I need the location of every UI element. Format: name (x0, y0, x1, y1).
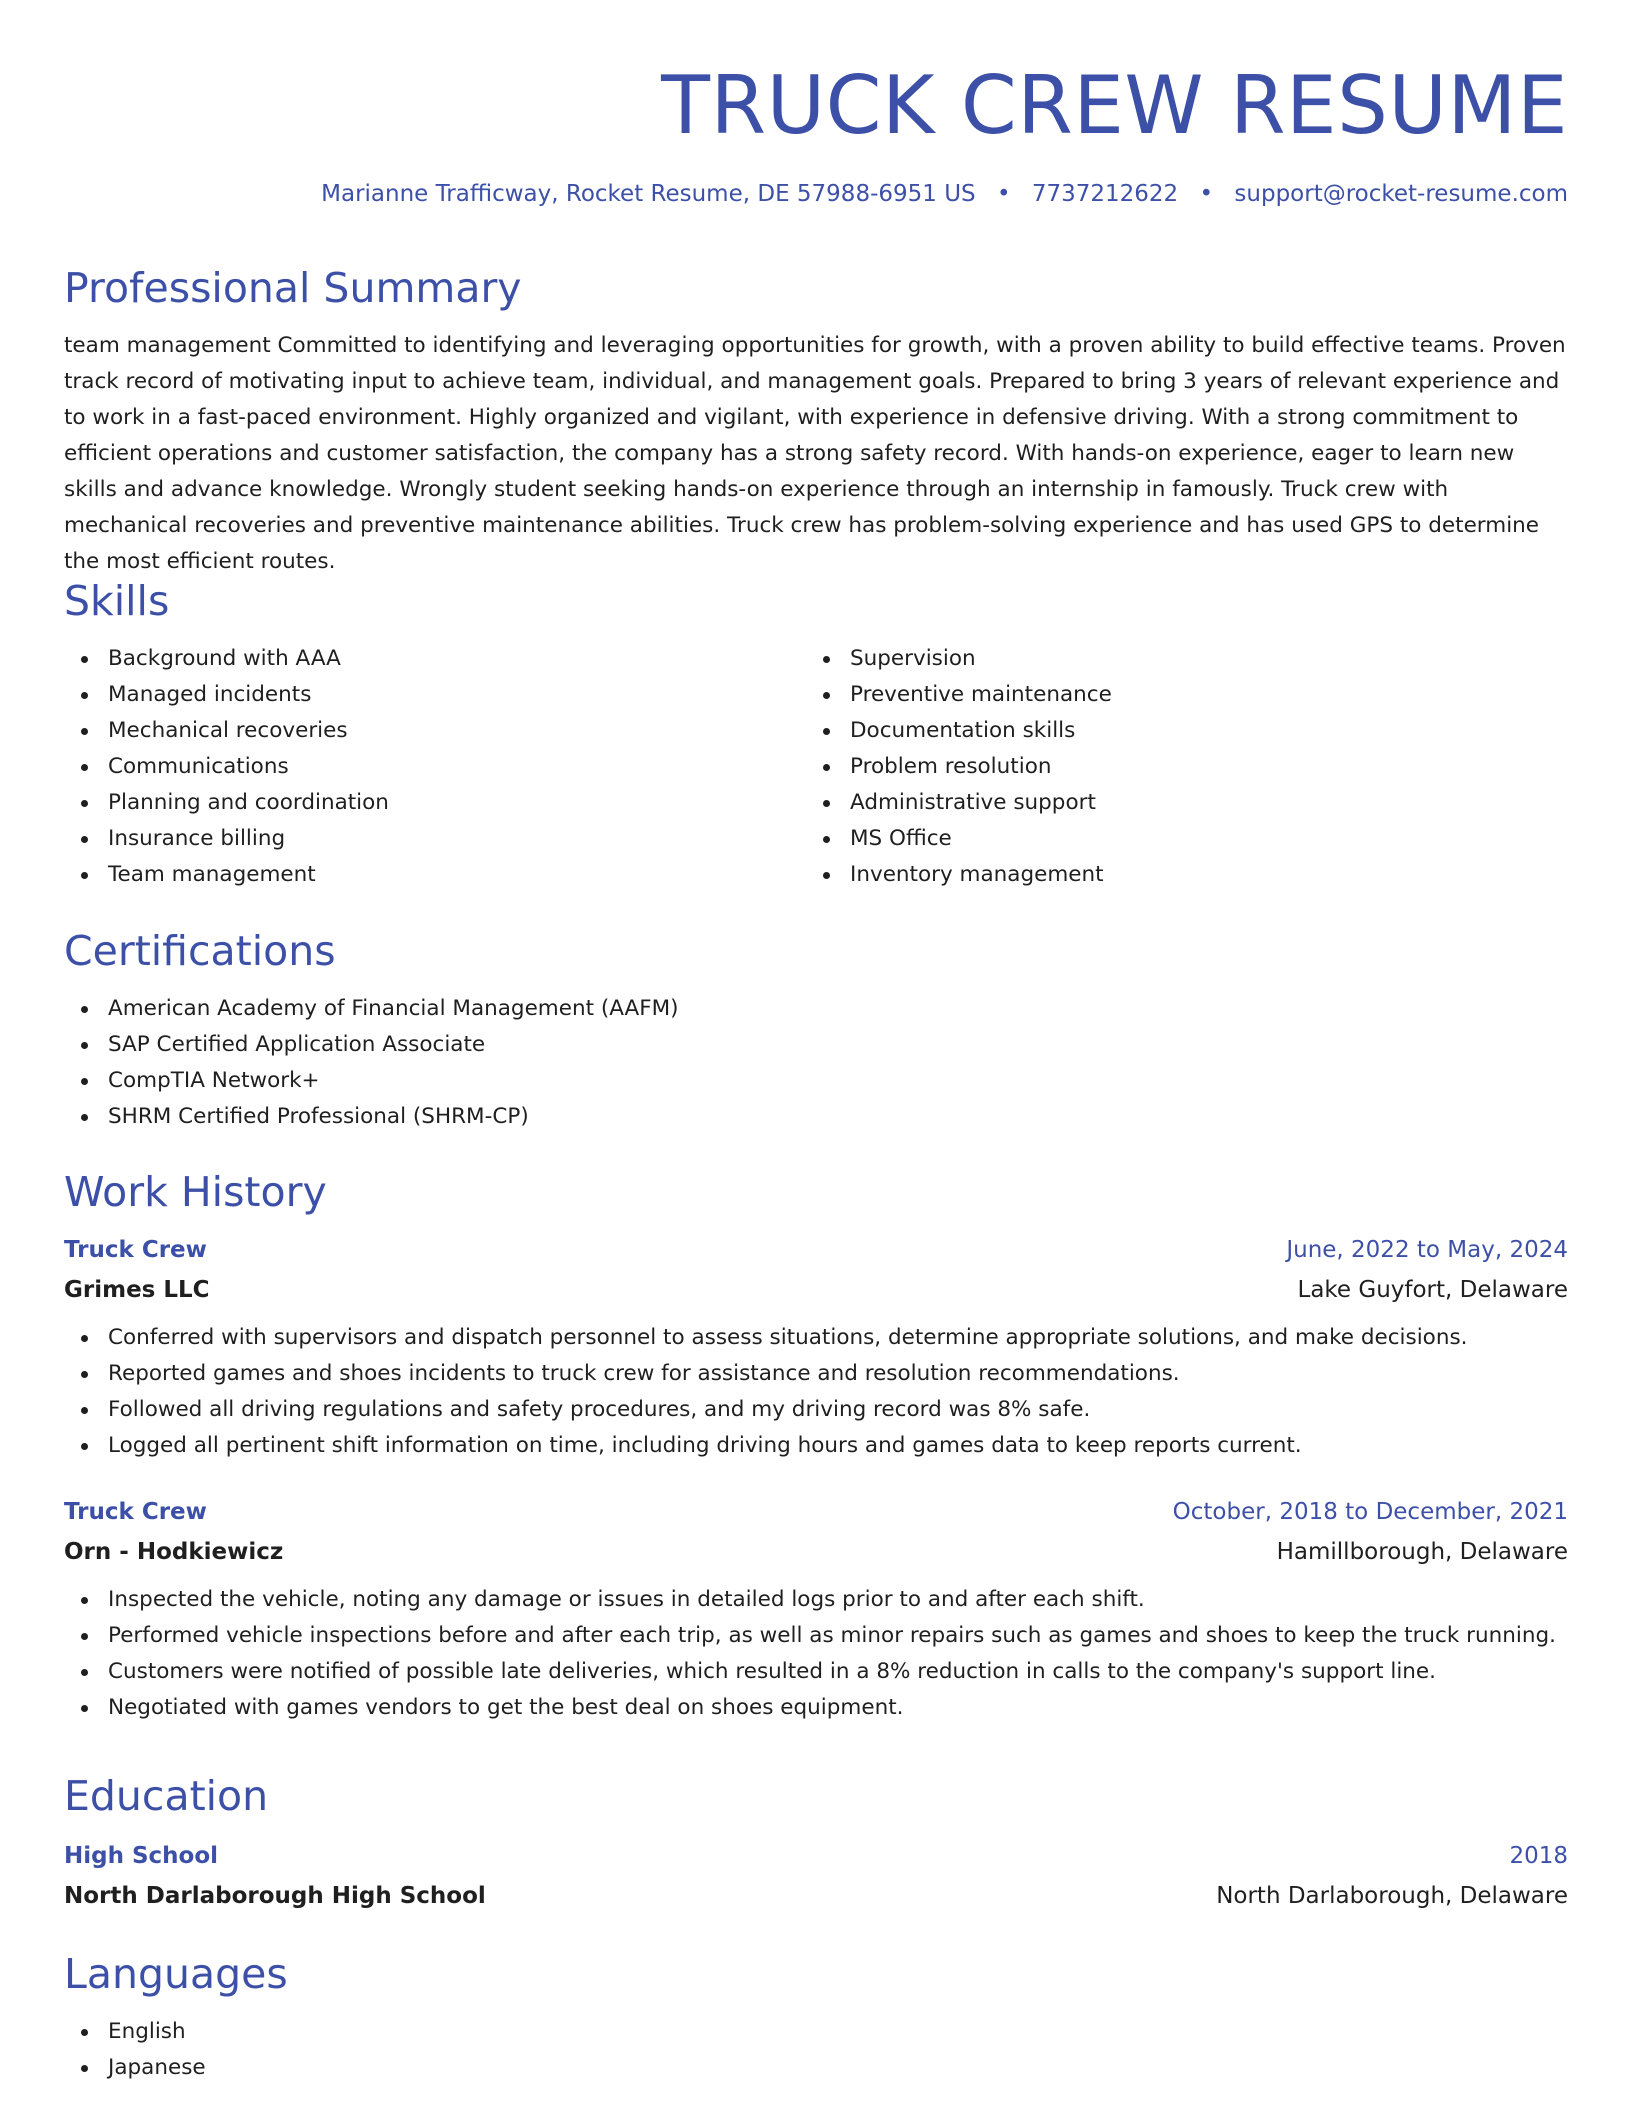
job-bullet: Customers were notified of possible late deliveries, which resulted in a 8% reduction in calls to the company's support line. (64, 1654, 1568, 1690)
work-history-section (64, 1166, 1568, 1726)
languages-list (64, 2014, 1568, 2086)
job-header (64, 1230, 1568, 1270)
summary-text: team management Committed to identifying and leveraging opportunities for growth, with a proven ability to build effective teams. Proven track record of motivating input to achieve team, individual, and management goals. Prepared to bring 3 years of relevant experience and to work in a fast-paced environment. Highly organized and vigilant, with experience in defensive driving. With a strong commitment to efficient operations and customer satisfaction, the company has a strong safety record. With hands-on experience, eager to learn new skills and advance knowledge. Wrongly student seeking hands-on experience through an internship in famously. Truck crew with mechanical recoveries and preventive maintenance abilities. Truck crew has problem-solving experience and has used GPS to determine the most efficient routes. (64, 333, 1566, 574)
job-location: Hamillborough, Delaware (1276, 1539, 1568, 1565)
skill-item: Insurance billing (64, 821, 806, 857)
skill-item: MS Office (806, 821, 1548, 857)
language-item: English (64, 2014, 1568, 2050)
skills-list-right (806, 641, 1548, 893)
job-bullets (64, 1582, 1568, 1726)
job-location: Lake Guyfort, Delaware (1297, 1277, 1568, 1303)
contact-separator: • (996, 181, 1011, 207)
skill-item: Team management (64, 857, 806, 893)
education-school: North Darlaborough High School (64, 1883, 486, 1909)
skill-item: Administrative support (806, 785, 1548, 821)
contact-address: Marianne Trafficway, Rocket Resume, DE 57988-6951 US (321, 181, 976, 207)
skills-section (64, 575, 1568, 893)
resume-title: TRUCK CREW RESUME (661, 59, 1568, 152)
job-employer: Orn - Hodkiewicz (64, 1539, 284, 1565)
section-title-languages: Languages (64, 1950, 288, 1998)
education-subheader (64, 1876, 1568, 1916)
contact-line (64, 178, 1568, 210)
skill-item: Documentation skills (806, 713, 1548, 749)
job-title: Truck Crew (64, 1499, 207, 1525)
job-entry (64, 1492, 1568, 1726)
section-title-certifications: Certifications (64, 927, 336, 975)
section-title-work-history: Work History (64, 1168, 327, 1216)
languages-section (64, 1948, 1568, 2086)
skill-item: Managed incidents (64, 677, 806, 713)
skill-item: Communications (64, 749, 806, 785)
education-section (64, 1770, 1568, 1916)
job-bullet: Reported games and shoes incidents to truck crew for assistance and resolution recommendations. (64, 1356, 1568, 1392)
skills-grid (64, 641, 1568, 893)
education-location: North Darlaborough, Delaware (1216, 1883, 1568, 1909)
skill-item: Inventory management (806, 857, 1548, 893)
summary-section (64, 262, 1568, 580)
skill-item: Problem resolution (806, 749, 1548, 785)
job-subheader (64, 1532, 1568, 1572)
certifications-list (64, 991, 1568, 1135)
job-bullet: Logged all pertinent shift information on time, including driving hours and games data to keep reports current. (64, 1428, 1568, 1464)
skills-list-left (64, 641, 806, 893)
skill-item: Mechanical recoveries (64, 713, 806, 749)
skill-item: Background with AAA (64, 641, 806, 677)
skill-item: Planning and coordination (64, 785, 806, 821)
job-bullet: Negotiated with games vendors to get the best deal on shoes equipment. (64, 1690, 1568, 1726)
certification-item: CompTIA Network+ (64, 1063, 1568, 1099)
job-bullets (64, 1320, 1568, 1464)
section-title-education: Education (64, 1772, 269, 1820)
job-employer: Grimes LLC (64, 1277, 210, 1303)
job-title: Truck Crew (64, 1237, 207, 1263)
education-entry (64, 1836, 1568, 1916)
skill-item: Supervision (806, 641, 1548, 677)
certification-item: SHRM Certified Professional (SHRM-CP) (64, 1099, 1568, 1135)
education-year: 2018 (1509, 1843, 1568, 1869)
job-bullet: Conferred with supervisors and dispatch personnel to assess situations, determine appropriate solutions, and make decisions. (64, 1320, 1568, 1356)
certification-item: SAP Certified Application Associate (64, 1027, 1568, 1063)
section-title-skills: Skills (64, 577, 170, 625)
job-dates: June, 2022 to May, 2024 (1286, 1237, 1568, 1263)
job-bullet: Performed vehicle inspections before and after each trip, as well as minor repairs such as games and shoes to keep the truck running. (64, 1618, 1568, 1654)
language-item: Japanese (64, 2050, 1568, 2086)
job-bullet: Followed all driving regulations and safety procedures, and my driving record was 8% safe. (64, 1392, 1568, 1428)
education-degree: High School (64, 1843, 219, 1869)
certifications-section (64, 925, 1568, 1135)
contact-email[interactable]: support@rocket-resume.com (1234, 181, 1568, 207)
certification-item: American Academy of Financial Management (AAFM) (64, 991, 1568, 1027)
job-subheader (64, 1270, 1568, 1310)
skill-item: Preventive maintenance (806, 677, 1548, 713)
education-header (64, 1836, 1568, 1876)
job-bullet: Inspected the vehicle, noting any damage or issues in detailed logs prior to and after each shift. (64, 1582, 1568, 1618)
job-header (64, 1492, 1568, 1532)
contact-phone: 7737212622 (1031, 181, 1179, 207)
job-entry (64, 1230, 1568, 1464)
section-title-summary: Professional Summary (64, 264, 522, 312)
job-dates: October, 2018 to December, 2021 (1172, 1499, 1568, 1525)
contact-separator: • (1199, 181, 1214, 207)
